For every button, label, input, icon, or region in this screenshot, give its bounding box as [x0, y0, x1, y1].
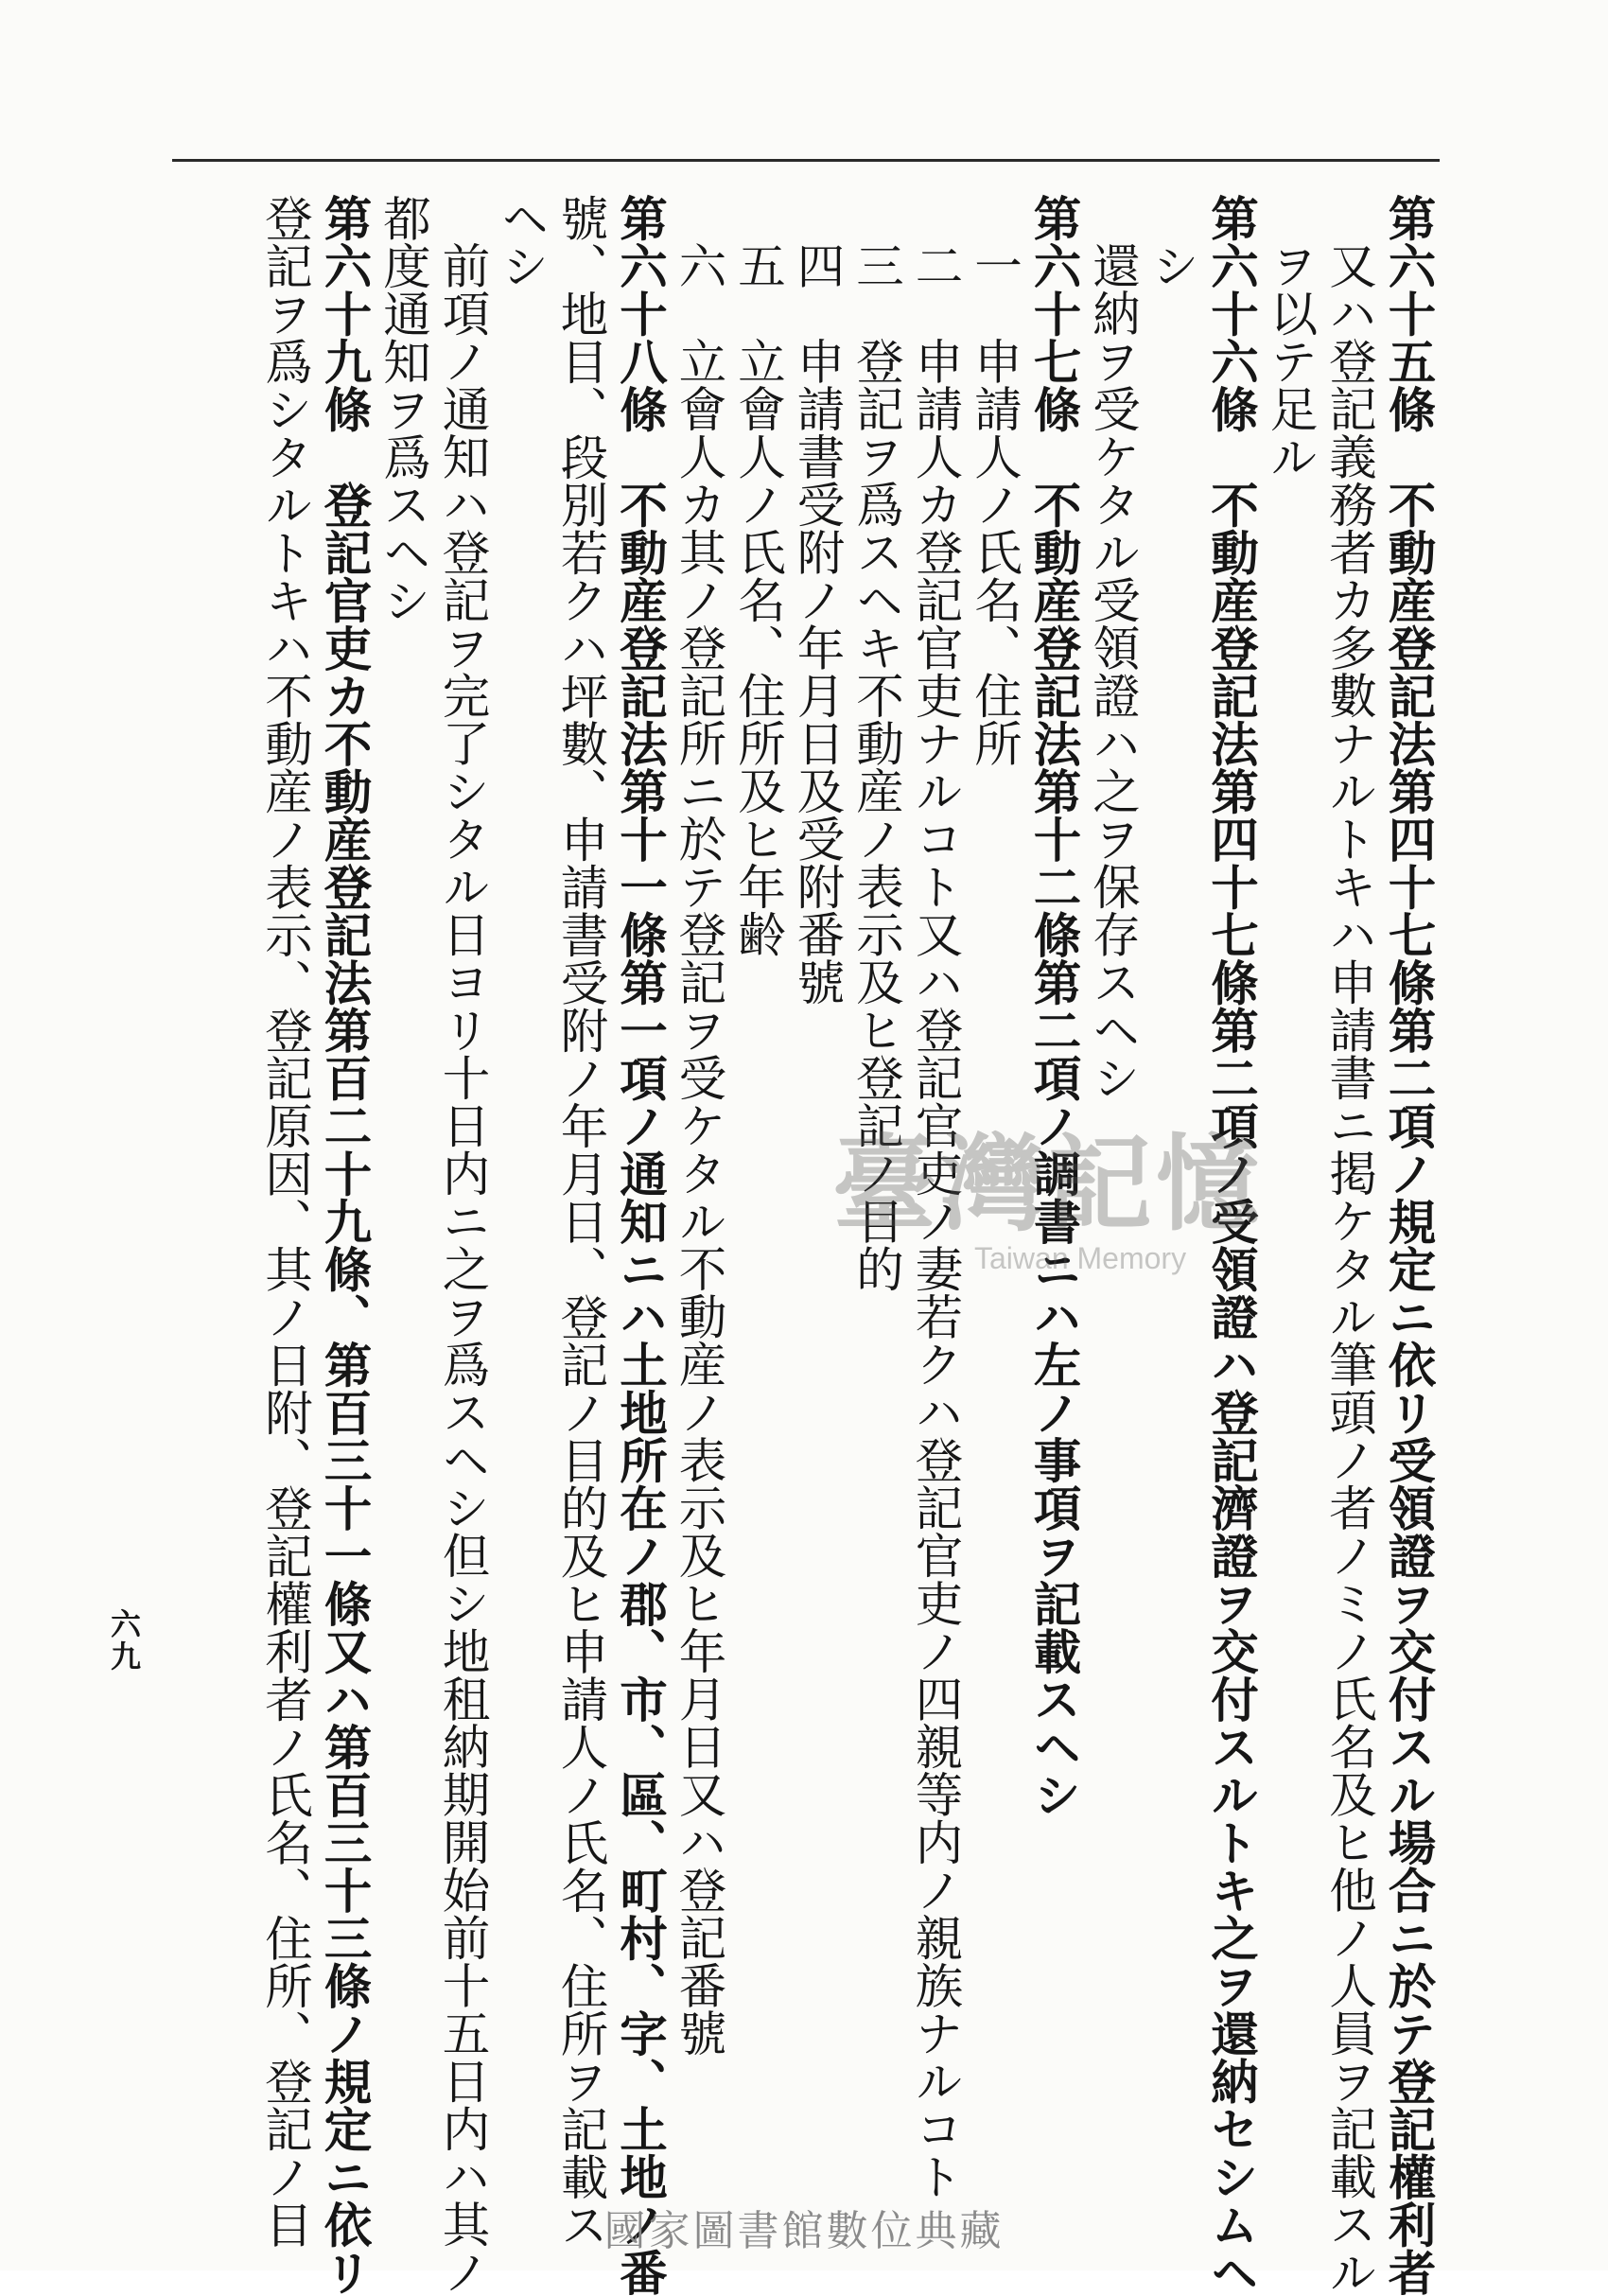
article-66-line-2: シ: [1145, 241, 1200, 289]
article-67-item-3: 三 登記ヲ爲スヘキ不動産ノ表示及ヒ登記ノ目的: [848, 241, 905, 1292]
article-65-line-3: ヲ以テ足ル: [1263, 241, 1319, 481]
article-67-item-4: 四 申請書受附ノ年月日及受附番號: [790, 241, 846, 1006]
watermark-subtitle: Taiwan Memory: [974, 1241, 1187, 1275]
archive-footer: 國家圖書館數位典藏: [603, 2207, 1005, 2255]
article-69-line-1: 第六十九條 登記官吏カ不動産登記法第百二十九條、第百三十一條又ハ第百三十三條ノ規定ニ依リ: [317, 194, 373, 2296]
article-67-line-1: 第六十七條 不動産登記法第十二條第二項ノ調書ニハ左ノ事項ヲ記載スヘシ: [1026, 194, 1082, 1818]
article-66-line-1: 第六十六條 不動産登記法第四十七條第二項ノ受領證ハ登記濟證ヲ交付スルトキ之ヲ還納セシムヘ: [1203, 194, 1260, 2296]
article-68-line-3: ヘシ: [494, 194, 551, 289]
article-68-line-5: 都度通知ヲ爲スヘシ: [376, 194, 432, 624]
article-67-item-6: 六 立會人カ其ノ登記所ニ於テ登記ヲ受ケタル不動産ノ表示及ヒ年月日又ハ登記番號: [672, 241, 727, 2057]
article-65-line-1: 第六十五條 不動産登記法第四十七條第二項ノ規定ニ依リ受領證ヲ交付スル場合ニ於テ登記權利者: [1381, 194, 1437, 2296]
page-number: 六九: [106, 1608, 142, 1673]
article-68-line-1: 第六十八條 不動産登記法第十一條第一項ノ通知ニハ土地所在ノ郡、市、區、町村、字、土地ノ番: [612, 194, 669, 2296]
article-66-line-3: 還納ヲ受ケタル受領證ハ之ヲ保存スヘシ: [1085, 241, 1142, 1101]
article-67-item-5: 五 立會人ノ氏名、住所及ヒ年齢: [730, 241, 787, 958]
article-69-line-2: 登記ヲ爲シタルトキハ不動産ノ表示、登記原因、其ノ日附、登記權利者ノ氏名、住所、登記ノ目: [257, 194, 314, 2249]
article-65-line-2: 又ハ登記義務者カ多數ナルトキハ申請書ニ掲ケタル筆頭ノ者ノミノ氏名及ヒ他ノ人員ヲ記載スル: [1321, 241, 1378, 2296]
watermark-title: 臺灣記憶: [832, 1123, 1264, 1245]
article-68-line-4: 前項ノ通知ハ登記ヲ完了シタル日ヨリ十日内ニ之ヲ爲スヘシ但シ地租納期開始前十五日内ハ其ノ: [435, 241, 491, 2296]
article-67-item-1: 一 申請人ノ氏名、住所: [967, 241, 1023, 767]
article-68-line-2: 號、地目、段別若クハ坪數、申請書受附ノ年月日、登記ノ目的及ヒ申請人ノ氏名、住所ヲ記載ス: [553, 194, 609, 2249]
top-rule: [172, 159, 1440, 162]
article-67-item-2: 二 申請人カ登記官吏ナルコト又ハ登記官吏ノ妻若クハ登記官吏ノ四親等内ノ親族ナルコト: [908, 241, 964, 2200]
